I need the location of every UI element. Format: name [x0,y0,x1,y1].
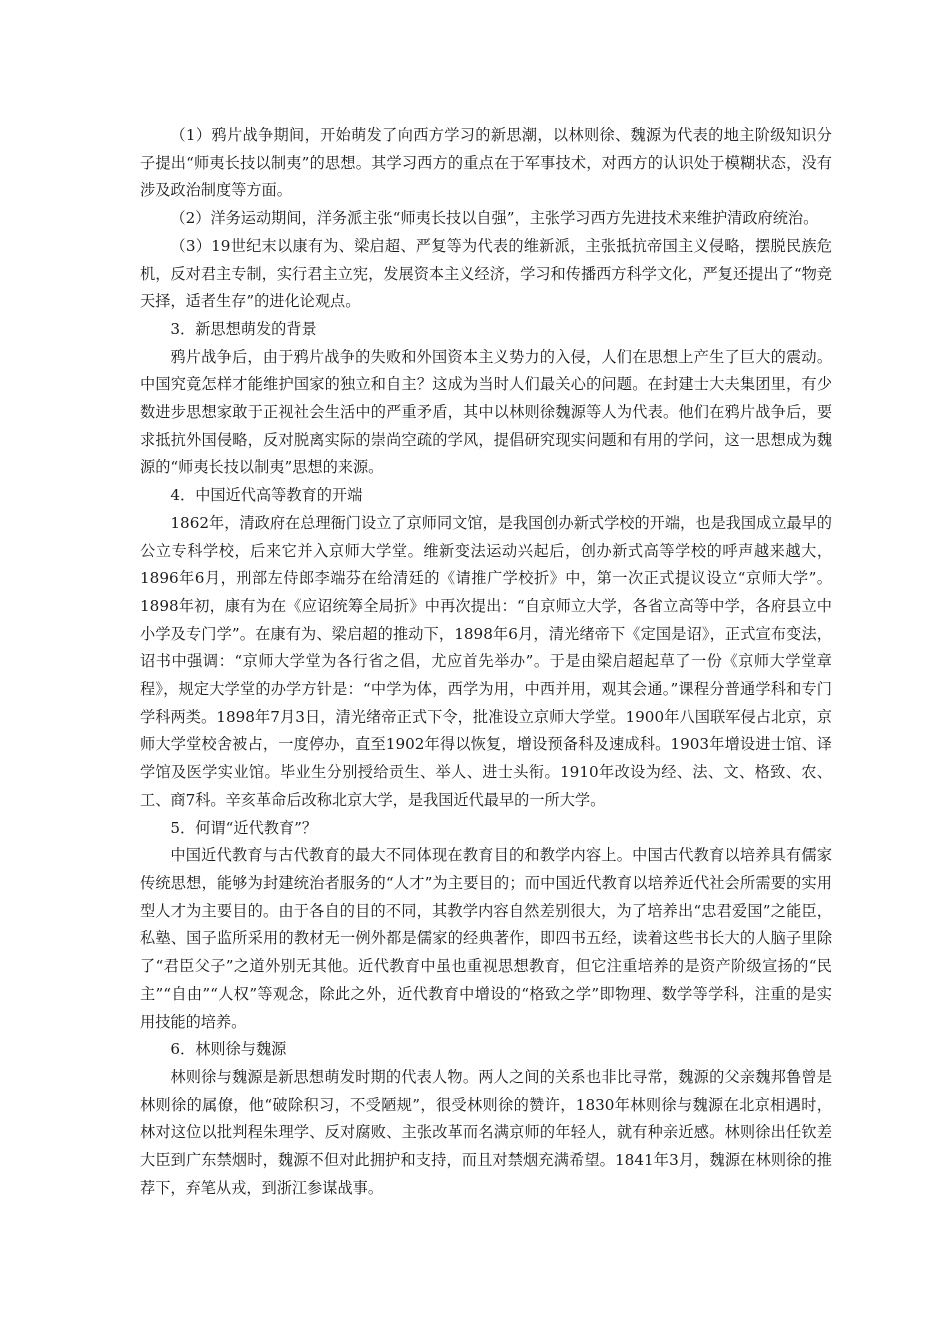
paragraph-new-thought-background: 鸦片战争后，由于鸦片战争的失败和外国资本主义势力的入侵，人们在思想上产生了巨大的震动。中国究竟怎样才能维护国家的独立和自主？这成为当时人们最关心的问题。在封建士大夫集团里，有少数进步思想家敢于正视社会生活中的严重矛盾，其中以林则徐魏源等人为代表。他们在鸦片战争后，要求抵抗外国侵略，反对脱离实际的崇尚空疏的学风，提倡研究现实问题和有用的学问，这一思想成为魏源的“师夷长技以制夷”思想的来源。 [140,347,832,477]
section-heading-3: 3．新思想萌发的背景 [170,319,317,338]
paragraph-higher-education: 1862年，清政府在总理衙门设立了京师同文馆，是我国创办新式学校的开端，也是我国成立最早的公立专科学校，后来它并入京师大学堂。维新变法运动兴起后，创办新式高等学校的呼声越来越大，1896年6月，刑部左侍郎李端芬在给清廷的《请推广学校折》中，第一次正式提议设立“京师大学”。1898年初，康有为在《应诏统筹全局折》中再次提出：“自京师立大学，各省立高等中学，各府县立中小学及专门学”。在康有为、梁启超的推动下，1898年6月，清光绪帝下《定国是诏》，正式宣布变法，诏书中强调：“京师大学堂为各行省之倡，尤应首先举办”。于是由梁启超起草了一份《京师大学堂章程》，规定大学堂的办学方针是：“中学为体，西学为用，中西并用，观其会通。”课程分普通学科和专门学科两类。1898年7月3日，清光绪帝正式下令，批准设立京师大学堂。1900年八国联军侵占北京，京师大学堂校舍被占，一度停办，直至1902年得以恢复，增设预备科及速成科。1903年增设进士馆、译学馆及医学实业馆。毕业生分别授给贡生、举人、进士头衔。1910年改设为经、法、文、格致、农、工、商7科。辛亥革命后改称北京大学，是我国近代最早的一所大学。 [140,513,832,809]
paragraph-lin-zexu-wei-yuan: 林则徐与魏源是新思想萌发时期的代表人物。两人之间的关系也非比寻常，魏源的父亲魏邦鲁曾是林则徐的属僚，他“破除积习，不受陋规”，很受林则徐的赞许，1830年林则徐与魏源在北京相遇时，林对这位以批判程朱理学、反对腐败、主张改革而名满京师的年轻人，就有种亲近感。林则徐出任钦差大臣到广东禁烟时，魏源不但对此拥护和支持，而且对禁烟充满希望。1841年3月，魏源在林则徐的推荐下，弃笔从戎，到浙江参谋战事。 [140,1067,832,1197]
section-heading-4: 4．中国近代高等教育的开端 [170,486,363,505]
paragraph-reformers: （3）19世纪末以康有为、梁启超、严复等为代表的维新派，主张抵抗帝国主义侵略，摆脱民族危机，反对君主专制，实行君主立宪，发展资本主义经济，学习和传播西方科学文化，严复还提出了“物竞天择，适者生存”的进化论观点。 [140,236,832,311]
paragraph-self-strengthening: （2）洋务运动期间，洋务派主张“师夷长技以自强”，主张学习西方先进技术来维护清政府统治。 [170,209,819,228]
section-heading-5: 5．何谓“近代教育”？ [170,818,318,837]
paragraph-western-learning-opium-war: （1）鸦片战争期间，开始萌发了向西方学习的新思潮，以林则徐、魏源为代表的地主阶级知识分子提出“师夷长技以制夷”的思想。其学习西方的重点在于军事技术，对西方的认识处于模糊状态，没有涉及政治制度等方面。 [140,126,832,200]
paragraph-modern-education: 中国近代教育与古代教育的最大不同体现在教育目的和教学内容上。中国古代教育以培养具有儒家传统思想，能够为封建统治者服务的“人才”为主要目的；而中国近代教育以培养近代社会所需要的实用型人才为主要目的。由于各自的目的不同，其教学内容自然差别很大，为了培养出“忠君爱国”之能臣，私塾、国子监所采用的教材无一例外都是儒家的经典著作，即四书五经，读着这些书长大的人脑子里除了“君臣父子”之道外别无其他。近代教育中虽也重视思想教育，但它注重培养的是资产阶级宣扬的“民主”“自由”“人权”等观念，除此之外，近代教育中增设的“格致之学”即物理、数学等学科，注重的是实用技能的培养。 [140,846,832,1031]
section-heading-6: 6．林则徐与魏源 [170,1040,287,1059]
